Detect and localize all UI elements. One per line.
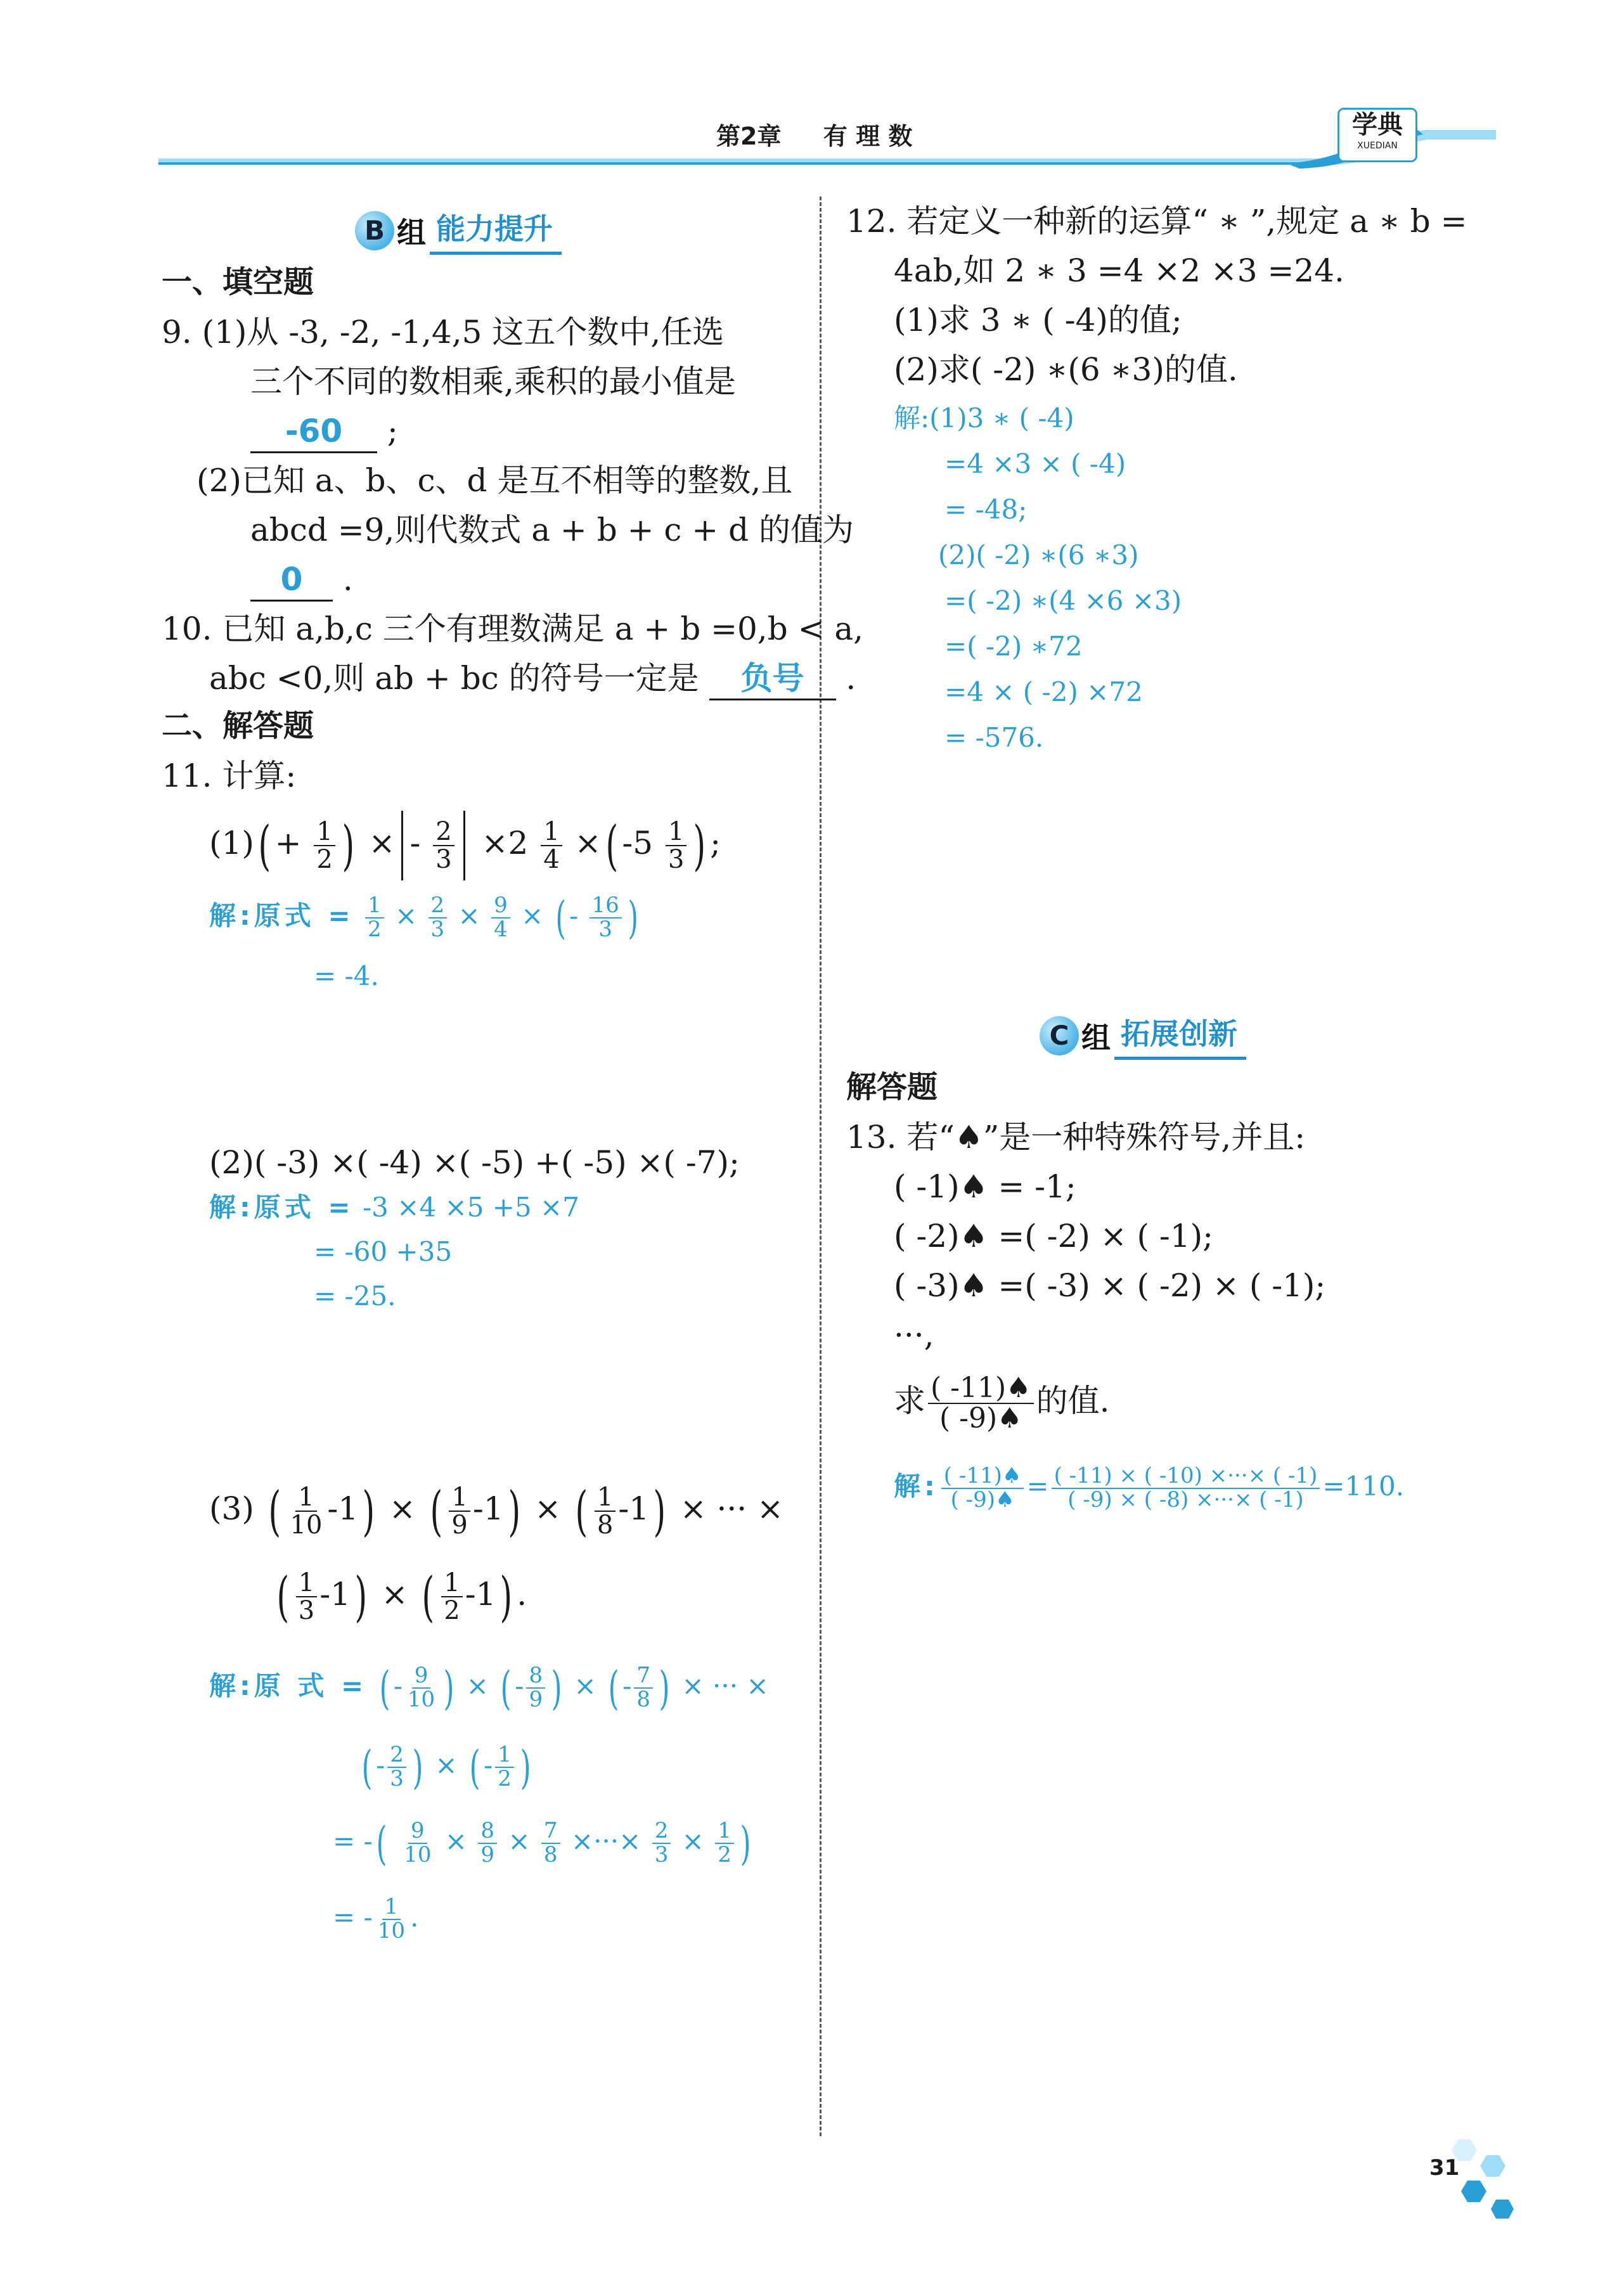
q9-line1: 9. (1)从 -3, -2, -1,4,5 这五个数中,任选 [162,314,725,351]
q13-line5: ···, [894,1317,934,1353]
q12-line3: (1)求 3 ∗ ( -4)的值; [894,302,1182,338]
q10-line1: 10. 已知 a,b,c 三个有理数满足 a + b =0,b < a, [162,610,864,647]
q12-line1: 12. 若定义一种新的运算“ ∗ ”,规定 a ∗ b = [846,203,1467,240]
q11-2-problem: (2)( -3) ×( -4) ×( -5) +( -5) ×( -7); [209,1144,740,1181]
q9-1-answer-line: -60 ; [250,406,398,456]
group-b-heading [355,206,562,255]
q11-2-sol-line1: 解:原式 = -3 ×4 ×5 +5 ×7 [209,1192,579,1223]
group-b-label: 组 [397,215,426,250]
column-divider [820,197,822,2136]
q9-1-answer: -60 [250,411,377,453]
group-c-badge: C [1040,1016,1079,1055]
q12-sol-7: = -576. [944,722,1044,753]
q9-line2: 三个不同的数相乘,乘积的最小值是 [250,363,736,400]
logo-text: 学典 [1352,110,1403,139]
logo-sub: XUEDIAN [1357,141,1398,151]
q9-2-line2: abcd =9,则代数式 a + b + c + d 的值为 [250,512,854,548]
q13-ask: 求 $\frac{( -11)♠}{( -9)♠}$ 的值. [894,1371,1110,1434]
page-number: 31 [1429,2155,1460,2181]
q11-3-solution-line4: = - $\frac{1}{10}$ . [333,1894,419,1943]
q12-sol-6: =4 × ( -2) ×72 [944,676,1143,707]
q12-sol-5: =( -2) ∗72 [944,631,1083,662]
chapter-title: 有 理 数 [823,122,913,150]
section-c-solve: 解答题 [846,1069,938,1105]
q11-3-solution-line1: 解:原 式 = ( - $\frac{9}{10}$ ) × ( - $\frac{8}{9}$ ) × ( - $\frac{7}{8}$ ) × ··· × [209,1661,769,1715]
group-b-title: 能力提升 [430,206,562,255]
group-c-title: 拓展创新 [1114,1011,1246,1060]
q9-2-line1: (2)已知 a、b、c、d 是互不相等的整数,且 [197,462,793,499]
q13-solution: 解: $\frac{( -11)♠}{( -9)♠}$ = $\frac{( -11) \times ( -10) \times\cdot\cdot\cdot\times ( -1)}{( -9) \times ( -8) \times\cdot\cdot\cdot\times ( -1)}$ =110. [894,1463,1405,1512]
q11-3-problem-line1: (3) ( $\frac{1}{10}$ -1) × ( $\frac{1}{9}$ -1) × ( $\frac{1}{8}$ -1) × ··· × [209,1480,783,1542]
q11-1-problem: (1)( + $\frac{1}{2}$ ) × - $\frac{2}{3}$ ×2 $\frac{1}{4}$ ×( -5 $\frac{1}{3}$ ) ; [209,805,721,881]
page-header [158,110,1496,171]
q10-answer: 负号 [709,658,836,700]
q12-sol-2: = -48; [944,494,1028,525]
q11-2-sol-line2: = -60 +35 [314,1236,453,1267]
q11-1-sol-line2: = -4. [314,960,379,991]
q12-sol-3: (2)( -2) ∗(6 ∗3) [938,539,1139,570]
q11-1-solution: 解:原式 = $\frac{1}{2}$ × $\frac{2}{3}$ × $\frac{9}{4}$ × ( - $\frac{16}{3}$ ) [209,892,638,944]
q13-line3: ( -2)♠ =( -2) × ( -1); [894,1218,1213,1254]
q11-3-solution-line2: ( - $\frac{2}{3}$ ) × ( - $\frac{1}{2}$ ) [361,1741,531,1794]
q12-line2: 4ab,如 2 ∗ 3 =4 ×2 ×3 =24. [894,252,1344,289]
group-c-heading [1040,1011,1246,1060]
q11-2-sol-line3: = -25. [314,1280,396,1312]
chapter-number: 第2章 [716,122,782,150]
section-fill-blank: 一、填空题 [162,264,314,300]
q12-sol-4: =( -2) ∗(4 ×6 ×3) [944,585,1182,616]
hexagon-decoration-icon [1439,2136,1515,2225]
logo [1337,108,1417,162]
group-c-label: 组 [1081,1020,1111,1055]
q9-2-answer: 0 [250,559,333,602]
q13-line4: ( -3)♠ =( -3) × ( -2) × ( -1); [894,1267,1326,1304]
q11-3-problem-line2: ( $\frac{1}{3}$ -1) × ( $\frac{1}{2}$ -1) . [276,1566,527,1628]
q13-line2: ( -1)♠ = -1; [894,1168,1076,1205]
group-b-badge: B [355,211,394,250]
q12-sol-0: 解:(1)3 ∗ ( -4) [894,403,1074,434]
q11-3-solution-line3: = -( $\frac{9}{10}$ × $\frac{8}{9}$ × $\frac{7}{8}$ ×···× $\frac{2}{3}$ × $\frac{1}{2}$ ) [333,1817,751,1870]
q10-line2: abc <0,则 ab + bc 的符号一定是 负号 . [209,654,856,703]
q12-line4: (2)求( -2) ∗(6 ∗3)的值. [894,351,1238,388]
q9-2-answer-line: 0 . [250,555,353,604]
section-solve: 二、解答题 [162,708,314,744]
q11-title: 11. 计算: [162,757,297,794]
q13-line1: 13. 若“♠”是一种特殊符号,并且: [846,1119,1306,1156]
q12-sol-1: =4 ×3 × ( -4) [944,448,1126,479]
